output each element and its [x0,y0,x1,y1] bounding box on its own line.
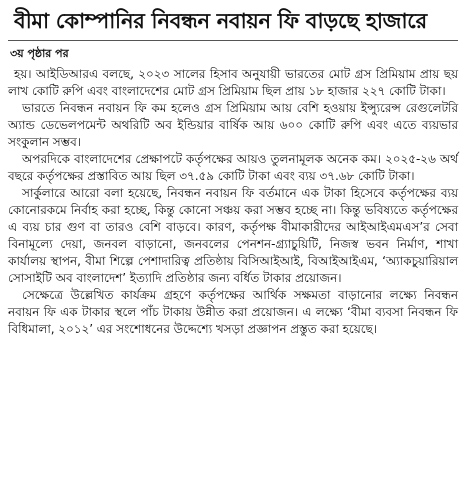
body-paragraph-1: হয়। আইডিআরএ বলছে, ২০২৩ সালের হিসাব অনুযায়ী ভারতের মোট গ্রস প্রিমিয়াম প্রায় ছয় লাখ কোটি রুপি এবং বাংলাদেশের মোট গ্রস প্রিমিয়াম ছিল প্রায় ১৮ হাজার ২২৭ কোটি টাকা। [8,67,458,98]
continued-from-label: ৩য় পৃষ্ঠার পর [10,47,69,60]
headline-divider [8,40,458,41]
body-paragraph-4: সার্কুলারে আরো বলা হয়েছে, নিবন্ধন নবায়ন ফি বর্তমানে এক টাকা হিসেবে কর্তৃপক্ষের ব্যয় কোনোরকমে নির্বাহ করা হচ্ছে, কিন্তু কোনো সঞ্চয় করা সম্ভব হচ্ছে না। কিন্তু ভবিষ্যতে কর্তৃপক্ষের এ ব্যয় চার গুণ বা তারও বেশি বাড়বে। কারণ, কর্তৃপক্ষ বীমাকারীদের আইআইএমএস’র সেবা বিনামূল্যে দেয়া, জনবল বাড়ানো, জনবলের পেনশন-গ্র্যাচুয়িটি, নিজস্ব ভবন নির্মাণ, শাখা কার্যালয় স্থাপন, বীমা শিল্পে পেশাদারিত্ব প্রতিষ্ঠায় বিসিআইআই, বিআইআইএম, ‘অ্যাকচুয়ারিয়াল সোসাইটি অব বাংলাদেশ’ ইত্যাদি প্রতিষ্ঠার জন্য বর্ধিত টাকার প্রয়োজন। [8,186,458,285]
body-paragraph-3: অপরদিকে বাংলাদেশের প্রেক্ষাপটে কর্তৃপক্ষের আয়ও তুলনামূলক অনেক কম। ২০২৫-২৬ অর্থ বছরে কর্তৃপক্ষের প্রস্তাবিত আয় ছিল ৩৭.৫৯ কোটি টাকা এবং ব্যয় ৩৭.৬৮ কোটি টাকা। [8,152,458,183]
headline: বীমা কোম্পানির নিবন্ধন নবায়ন ফি বাড়ছে হাজারে [14,9,427,33]
body-paragraph-2: ভারতে নিবন্ধন নবায়ন ফি কম হলেও গ্রস প্রিমিয়াম আয় বেশি হওয়ায় ইন্স্যুরেন্স রেগুলেটরি অ্যান্ড ডেভেলপমেন্ট অথরিটি অব ইন্ডিয়ার বার্ষিক আয় ৬০০ কোটি রুপি এবং এতে ব্যয়ভার সংকুলান সম্ভব। [8,101,458,149]
body-paragraph-5: সেক্ষেত্রে উল্লেখিত কার্যক্রম গ্রহণে কর্তৃপক্ষের আর্থিক সক্ষমতা বাড়ানোর লক্ষ্যে নিবন্ধন নবায়ন ফি এক টাকার স্থলে পাঁচ টাকায় উন্নীত করা প্রয়োজন। এ লক্ষ্যে ‘বীমা ব্যবসা নিবন্ধন ফি বিধিমালা, ২০১২’ এর সংশোধনের উদ্দেশ্যে খসড়া প্রজ্ঞাপন প্রস্তুত করা হয়েছে। [8,288,458,336]
